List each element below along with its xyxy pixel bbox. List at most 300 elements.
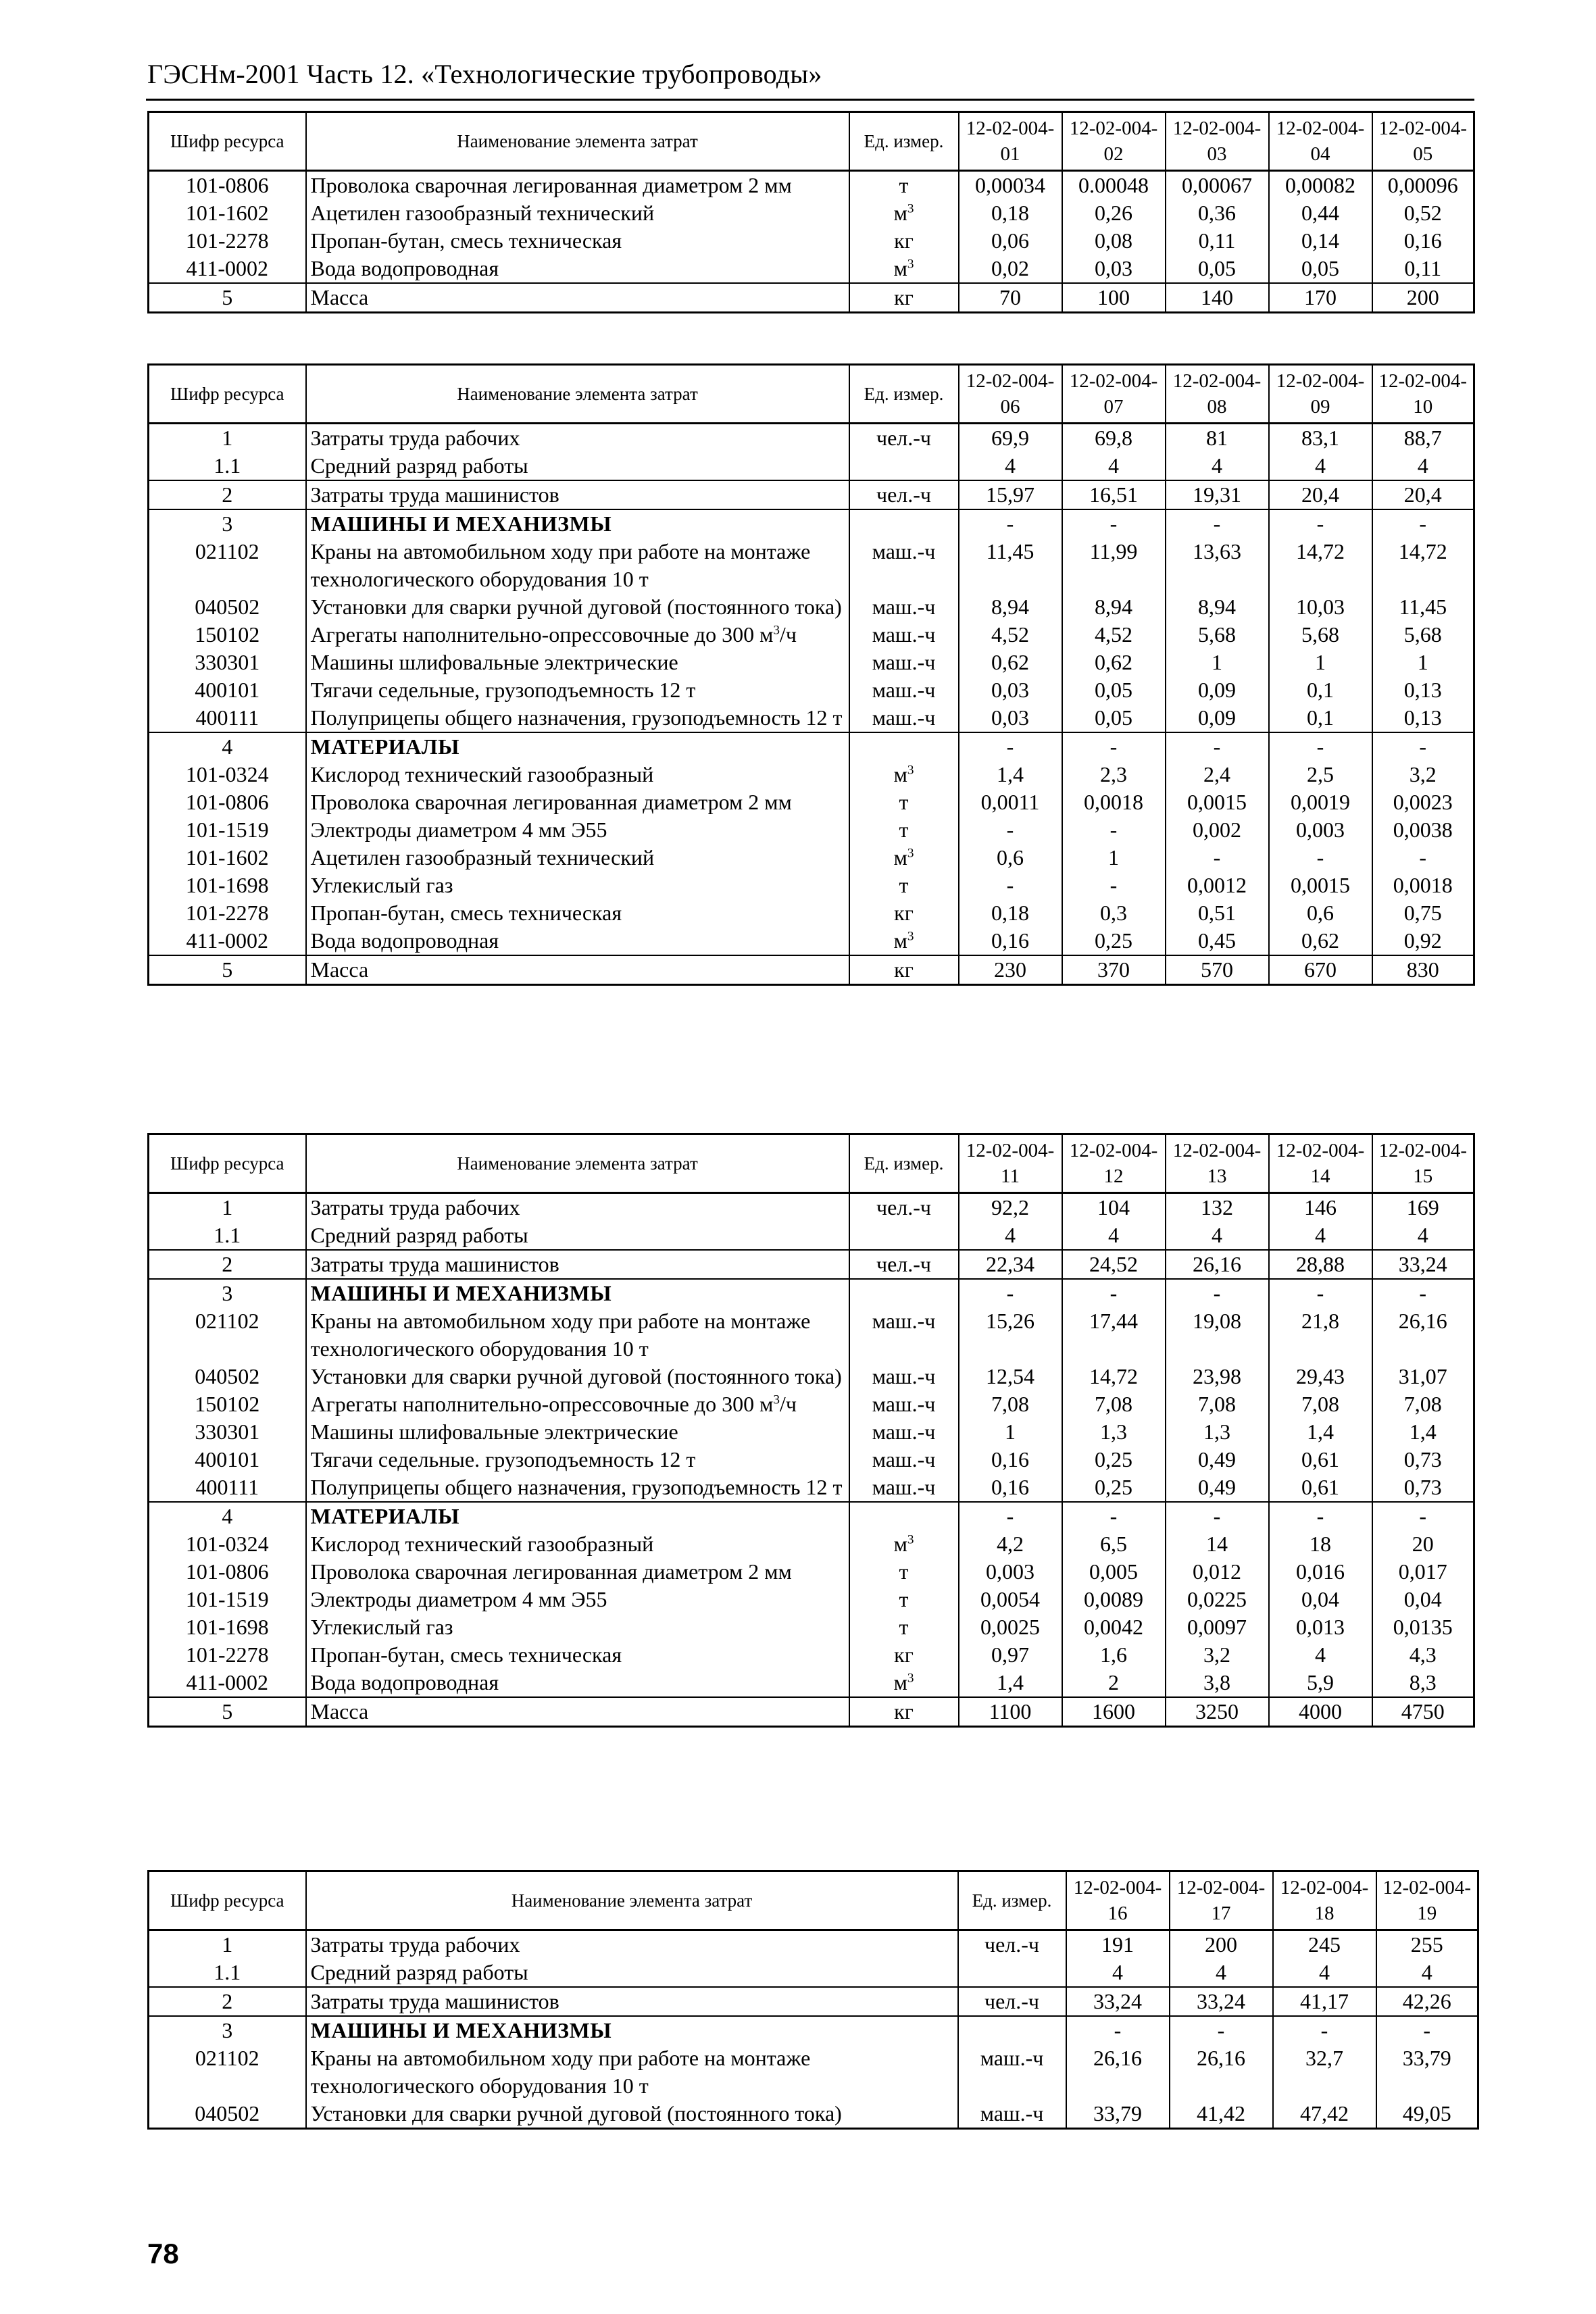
resource-code: 1.1 [149,1222,306,1250]
norm-value: 41,42 [1170,2100,1273,2129]
norm-value: 0,013 [1269,1613,1372,1641]
norm-value: 0,012 [1166,1558,1269,1586]
norm-value: 7,08 [1062,1390,1166,1418]
unit-of-measure: $м^3$ [849,761,959,788]
norm-value: 0,04 [1372,1586,1474,1613]
norm-value: 28,88 [1269,1250,1372,1279]
unit-of-measure: маш.-ч [849,676,959,704]
unit-of-measure: маш.-ч [849,1307,959,1363]
resource-code: 330301 [149,1418,306,1446]
norm-value: 200 [1170,1930,1273,1959]
norm-value: - [1372,732,1474,761]
norm-value: 4 [1372,1222,1474,1250]
table-row [149,649,1474,676]
norm-value: 4,52 [959,621,1062,649]
cost-element-name: Полуприцепы общего назначения, грузоподъемность 12 т [306,1474,849,1502]
norm-value: - [1269,509,1372,538]
table-row [149,1669,1474,1697]
resource-code: 400101 [149,1446,306,1474]
resource-code: 3 [149,1279,306,1307]
table-row [149,1641,1474,1669]
norm-value: 0,16 [959,1446,1062,1474]
norm-value: 19,31 [1166,480,1269,509]
resource-code: 400101 [149,676,306,704]
resource-code: 101-0806 [149,1558,306,1586]
norm-code-header: 12-02-004-19 [1376,1871,1478,1930]
resource-code: 040502 [149,2100,306,2129]
cost-element-name: Затраты труда рабочих [306,1193,849,1222]
norm-value: 0,25 [1062,1446,1166,1474]
unit-of-measure: кг [849,1697,959,1727]
norm-code-header: 12-02-004-05 [1372,112,1474,171]
resource-code: 330301 [149,649,306,676]
norm-code-header: 12-02-004-01 [959,112,1062,171]
norm-value: 0,005 [1062,1558,1166,1586]
resource-code: 1.1 [149,1959,306,1987]
norm-value: 0,0135 [1372,1613,1474,1641]
norm-value: - [959,1279,1062,1307]
norm-value: 3,8 [1166,1669,1269,1697]
resource-code: 2 [149,1250,306,1279]
table-header-row [149,365,1474,424]
unit-of-measure: $м^3$ [849,927,959,955]
table-row [149,1193,1474,1222]
norm-value: 0,44 [1269,199,1372,227]
unit-of-measure: $м^3$ [849,255,959,283]
norm-value: - [1170,2016,1273,2044]
norm-value: 5,9 [1269,1669,1372,1697]
norm-value: - [1269,732,1372,761]
norm-value: 4 [1170,1959,1273,1987]
norm-value: - [1066,2016,1170,2044]
norm-value: 0,0018 [1372,872,1474,899]
resource-code: 1 [149,1193,306,1222]
norm-value: 4,3 [1372,1641,1474,1669]
norm-value: 4750 [1372,1697,1474,1727]
unit-of-measure [958,2016,1066,2044]
norm-value: 1 [959,1418,1062,1446]
norm-value: 0,0054 [959,1586,1062,1613]
norm-value: 0,14 [1269,227,1372,255]
norm-value: 33,79 [1066,2100,1170,2129]
resource-code: 101-0806 [149,171,306,200]
resource-code: 2 [149,1987,306,2016]
unit-of-measure [849,732,959,761]
table-row [149,424,1474,453]
norm-value: 0,3 [1062,899,1166,927]
norm-value: 69,8 [1062,424,1166,453]
resource-code: 5 [149,283,306,313]
norm-value: - [1376,2016,1478,2044]
norm-value: 0,003 [959,1558,1062,1586]
norm-value: 1100 [959,1697,1062,1727]
norm-value: 4,52 [1062,621,1166,649]
norm-value: 0,16 [1372,227,1474,255]
norm-value: 20 [1372,1530,1474,1558]
norm-value: 0,003 [1269,816,1372,844]
norm-value: 4 [1269,452,1372,480]
cost-element-name: Углекислый газ [306,872,849,899]
unit-column-header: Ед. измер. [849,1134,959,1193]
cost-element-name: Средний разряд работы [306,1959,958,1987]
norm-value: - [1166,1279,1269,1307]
norm-value: 19,08 [1166,1307,1269,1363]
norm-value: 14,72 [1062,1363,1166,1390]
norm-value: 4 [1166,452,1269,480]
resource-code: 5 [149,955,306,985]
resource-code: 101-2278 [149,227,306,255]
cost-element-name: МАТЕРИАЛЫ [306,1502,849,1530]
norm-table-4 [147,1870,1479,2130]
norm-value: 69,9 [959,424,1062,453]
cost-element-name: Установки для сварки ручной дуговой (постоянного тока) [306,2100,958,2129]
table-row [149,1930,1478,1959]
norm-value: 10,03 [1269,593,1372,621]
norm-value: 0,05 [1062,676,1166,704]
norm-value: 0,92 [1372,927,1474,955]
norm-value: 0,017 [1372,1558,1474,1586]
norm-code-header: 12-02-004-08 [1166,365,1269,424]
norm-value: 24,52 [1062,1250,1166,1279]
norm-value: 81 [1166,424,1269,453]
norm-value: - [1269,844,1372,872]
unit-of-measure: кг [849,955,959,985]
table-row [149,593,1474,621]
resource-code: 101-0324 [149,761,306,788]
table-row [149,1586,1474,1613]
unit-of-measure [958,1959,1066,1987]
norm-value: - [1269,1279,1372,1307]
unit-of-measure: маш.-ч [958,2100,1066,2129]
norm-table-3 [147,1133,1475,1728]
norm-value: 4 [1273,1959,1376,1987]
cost-element-name: Масса [306,283,849,313]
norm-value: 1,4 [1269,1418,1372,1446]
norm-value: - [1372,844,1474,872]
resource-code: 1.1 [149,452,306,480]
norm-value: 26,16 [1166,1250,1269,1279]
norm-value: 132 [1166,1193,1269,1222]
resource-code: 021102 [149,538,306,593]
norm-value: 100 [1062,283,1166,313]
norm-value: 830 [1372,955,1474,985]
table-row [149,1307,1474,1363]
table-row [149,1613,1474,1641]
norm-value: 0,00096 [1372,171,1474,200]
norm-value: 0,05 [1166,255,1269,283]
norm-code-header: 12-02-004-10 [1372,365,1474,424]
norm-value: 0,0015 [1166,788,1269,816]
resource-code: 1 [149,1930,306,1959]
norm-value: - [1062,1502,1166,1530]
norm-value: 4,2 [959,1530,1062,1558]
norm-code-header: 12-02-004-02 [1062,112,1166,171]
unit-of-measure: маш.-ч [849,1363,959,1390]
resource-code: 101-2278 [149,899,306,927]
table-row [149,899,1474,927]
table-row [149,1222,1474,1250]
unit-of-measure [849,452,959,480]
unit-of-measure: чел.-ч [849,1250,959,1279]
norm-value: 0,00082 [1269,171,1372,200]
norm-value: - [959,872,1062,899]
cost-element-name: Кислород технический газообразный [306,761,849,788]
norm-value: 0,03 [1062,255,1166,283]
unit-of-measure: маш.-ч [849,538,959,593]
norm-value: 0,04 [1269,1586,1372,1613]
resource-code: 3 [149,509,306,538]
norm-value: - [1372,1279,1474,1307]
unit-of-measure [849,1502,959,1530]
norm-value: - [1166,1502,1269,1530]
resource-code: 040502 [149,593,306,621]
norm-value: 7,08 [1269,1390,1372,1418]
unit-column-header: Ед. измер. [849,365,959,424]
norm-value: 0,03 [959,676,1062,704]
norm-value: 5,68 [1269,621,1372,649]
cost-element-name: Затраты труда машинистов [306,480,849,509]
cost-element-name: Проволока сварочная легированная диаметром 2 мм [306,171,849,200]
cost-element-name: Агрегаты наполнительно-опрессовочные до 300 $м^3/ч$ [306,1390,849,1418]
table-row [149,1474,1474,1502]
norm-value: 670 [1269,955,1372,985]
norm-value: 33,24 [1170,1987,1273,2016]
table-row [149,676,1474,704]
norm-value: 0,97 [959,1641,1062,1669]
norm-value: 0,11 [1372,255,1474,283]
norm-value: 0,0038 [1372,816,1474,844]
norm-value: 2,4 [1166,761,1269,788]
norm-value: 140 [1166,283,1269,313]
cost-element-name: МАТЕРИАЛЫ [306,732,849,761]
norm-value: 15,97 [959,480,1062,509]
norm-value: 0,03 [959,704,1062,732]
norm-value: 83,1 [1269,424,1372,453]
cost-element-name: Вода водопроводная [306,1669,849,1697]
norm-value: 0,0019 [1269,788,1372,816]
norm-value: 12,54 [959,1363,1062,1390]
unit-of-measure: маш.-ч [849,704,959,732]
norm-value: 4 [1269,1222,1372,1250]
header-rule [146,99,1474,101]
section-row [149,1502,1474,1530]
norm-value: 42,26 [1376,1987,1478,2016]
norm-value: - [959,816,1062,844]
norm-value: - [1372,509,1474,538]
norm-table-1 [147,111,1475,313]
norm-value: 14,72 [1269,538,1372,593]
cost-element-name: Краны на автомобильном ходу при работе на монтаже технологического оборудования 10 т [306,538,849,593]
name-column-header: Наименование элемента затрат [306,365,849,424]
norm-value: 2,3 [1062,761,1166,788]
norm-value: - [1166,732,1269,761]
norm-code-header: 12-02-004-04 [1269,112,1372,171]
table-row [149,1390,1474,1418]
unit-of-measure: маш.-ч [849,1474,959,1502]
unit-of-measure: чел.-ч [958,1987,1066,2016]
norm-value: 0,49 [1166,1446,1269,1474]
unit-of-measure: т [849,788,959,816]
norm-value: 370 [1062,955,1166,985]
norm-value: 8,3 [1372,1669,1474,1697]
code-column-header: Шифр ресурса [149,1871,306,1930]
norm-code-header: 12-02-004-06 [959,365,1062,424]
norm-value: 11,45 [959,538,1062,593]
cost-element-name: Тягачи седельные. грузоподъемность 12 т [306,1446,849,1474]
cost-element-name: Углекислый газ [306,1613,849,1641]
cost-element-name: Затраты труда машинистов [306,1250,849,1279]
norm-value: 23,98 [1166,1363,1269,1390]
resource-code: 2 [149,480,306,509]
norm-value: 1,6 [1062,1641,1166,1669]
table-row [149,788,1474,816]
norm-value: 1 [1269,649,1372,676]
norm-value: 33,24 [1066,1987,1170,2016]
unit-of-measure [849,1279,959,1307]
table-row [149,199,1474,227]
norm-value: 13,63 [1166,538,1269,593]
resource-code: 3 [149,2016,306,2044]
norm-value: 1 [1062,844,1166,872]
norm-value: 33,24 [1372,1250,1474,1279]
cost-element-name: Пропан-бутан, смесь техническая [306,899,849,927]
norm-value: 0,13 [1372,676,1474,704]
table-row [149,171,1474,200]
cost-element-name: Затраты труда машинистов [306,1987,958,2016]
norm-value: 7,08 [1166,1390,1269,1418]
table-row [149,1418,1474,1446]
resource-code: 101-1698 [149,1613,306,1641]
norm-value: 200 [1372,283,1474,313]
table-row [149,538,1474,593]
norm-value: 0,18 [959,199,1062,227]
norm-value: 0,0097 [1166,1613,1269,1641]
norm-value: 0,02 [959,255,1062,283]
table-row [149,1558,1474,1586]
unit-of-measure: кг [849,227,959,255]
norm-value: 0,09 [1166,704,1269,732]
table-row [149,452,1474,480]
cost-element-name: Вода водопроводная [306,255,849,283]
table-row [149,816,1474,844]
norm-code-header: 12-02-004-13 [1166,1134,1269,1193]
norm-value: 1600 [1062,1697,1166,1727]
norm-value: 0,73 [1372,1474,1474,1502]
norm-code-header: 12-02-004-18 [1273,1871,1376,1930]
norm-value: 0,11 [1166,227,1269,255]
name-column-header: Наименование элемента затрат [306,1871,958,1930]
cost-element-name: Масса [306,955,849,985]
norm-value: 7,08 [1372,1390,1474,1418]
norm-value: 0,16 [959,1474,1062,1502]
norm-value: - [1062,1279,1166,1307]
resource-code: 411-0002 [149,1669,306,1697]
resource-code: 150102 [149,1390,306,1418]
norm-value: 0,002 [1166,816,1269,844]
norm-value: 4 [959,1222,1062,1250]
norm-value: 92,2 [959,1193,1062,1222]
cost-element-name: Проволока сварочная легированная диаметром 2 мм [306,1558,849,1586]
norm-value: 0,1 [1269,704,1372,732]
norm-value: 0,25 [1062,927,1166,955]
norm-value: - [1062,509,1166,538]
norm-value: - [959,1502,1062,1530]
resource-code: 411-0002 [149,255,306,283]
norm-value: 1,4 [959,761,1062,788]
norm-value: 0,6 [1269,899,1372,927]
norm-value: 15,26 [959,1307,1062,1363]
table-row [149,927,1474,955]
norm-value: 0,13 [1372,704,1474,732]
norm-value: 3,2 [1372,761,1474,788]
norm-value: 1,3 [1062,1418,1166,1446]
resource-code: 021102 [149,1307,306,1363]
norm-value: 88,7 [1372,424,1474,453]
norm-value: 255 [1376,1930,1478,1959]
table-header-row [149,1134,1474,1193]
norm-value: 0,62 [1269,927,1372,955]
norm-value: 0.00048 [1062,171,1166,200]
cost-element-name: Средний разряд работы [306,1222,849,1250]
norm-value: 0,00034 [959,171,1062,200]
page-header: ГЭСНм-2001 Часть 12. «Технологические трубопроводы» [147,59,822,89]
norm-value: - [1269,1502,1372,1530]
norm-value: 0,73 [1372,1446,1474,1474]
norm-value: 245 [1273,1930,1376,1959]
norm-code-header: 12-02-004-12 [1062,1134,1166,1193]
unit-of-measure: $м^3$ [849,844,959,872]
table-row [149,621,1474,649]
cost-element-name: Вода водопроводная [306,927,849,955]
section-row [149,1279,1474,1307]
norm-value: 14,72 [1372,538,1474,593]
cost-element-name: Проволока сварочная легированная диаметром 2 мм [306,788,849,816]
norm-value: 26,16 [1170,2044,1273,2100]
table-row [149,1530,1474,1558]
norm-value: 0,0011 [959,788,1062,816]
resource-code: 040502 [149,1363,306,1390]
unit-of-measure: маш.-ч [849,1446,959,1474]
norm-value: 0,62 [1062,649,1166,676]
unit-of-measure: маш.-ч [958,2044,1066,2100]
norm-value: 0,16 [959,927,1062,955]
norm-value: 4 [1166,1222,1269,1250]
norm-value: 0,36 [1166,199,1269,227]
unit-of-measure: т [849,816,959,844]
resource-code: 150102 [149,621,306,649]
norm-value: 230 [959,955,1062,985]
resource-code: 101-1519 [149,1586,306,1613]
unit-of-measure: т [849,171,959,200]
section-row [149,732,1474,761]
cost-element-name: МАШИНЫ И МЕХАНИЗМЫ [306,2016,958,2044]
norm-value: 104 [1062,1193,1166,1222]
norm-code-header: 12-02-004-03 [1166,112,1269,171]
norm-value: 0,49 [1166,1474,1269,1502]
section-row [149,2016,1478,2044]
code-column-header: Шифр ресурса [149,365,306,424]
norm-value: 1,3 [1166,1418,1269,1446]
unit-of-measure [849,509,959,538]
unit-column-header: Ед. измер. [958,1871,1066,1930]
cost-element-name: Агрегаты наполнительно-опрессовочные до 300 $м^3/ч$ [306,621,849,649]
cost-element-name: Масса [306,1697,849,1727]
norm-value: 0,51 [1166,899,1269,927]
norm-value: 29,43 [1269,1363,1372,1390]
table-header-row [149,112,1474,171]
cost-element-name: Полуприцепы общего назначения, грузоподъемность 12 т [306,704,849,732]
norm-value: 6,5 [1062,1530,1166,1558]
